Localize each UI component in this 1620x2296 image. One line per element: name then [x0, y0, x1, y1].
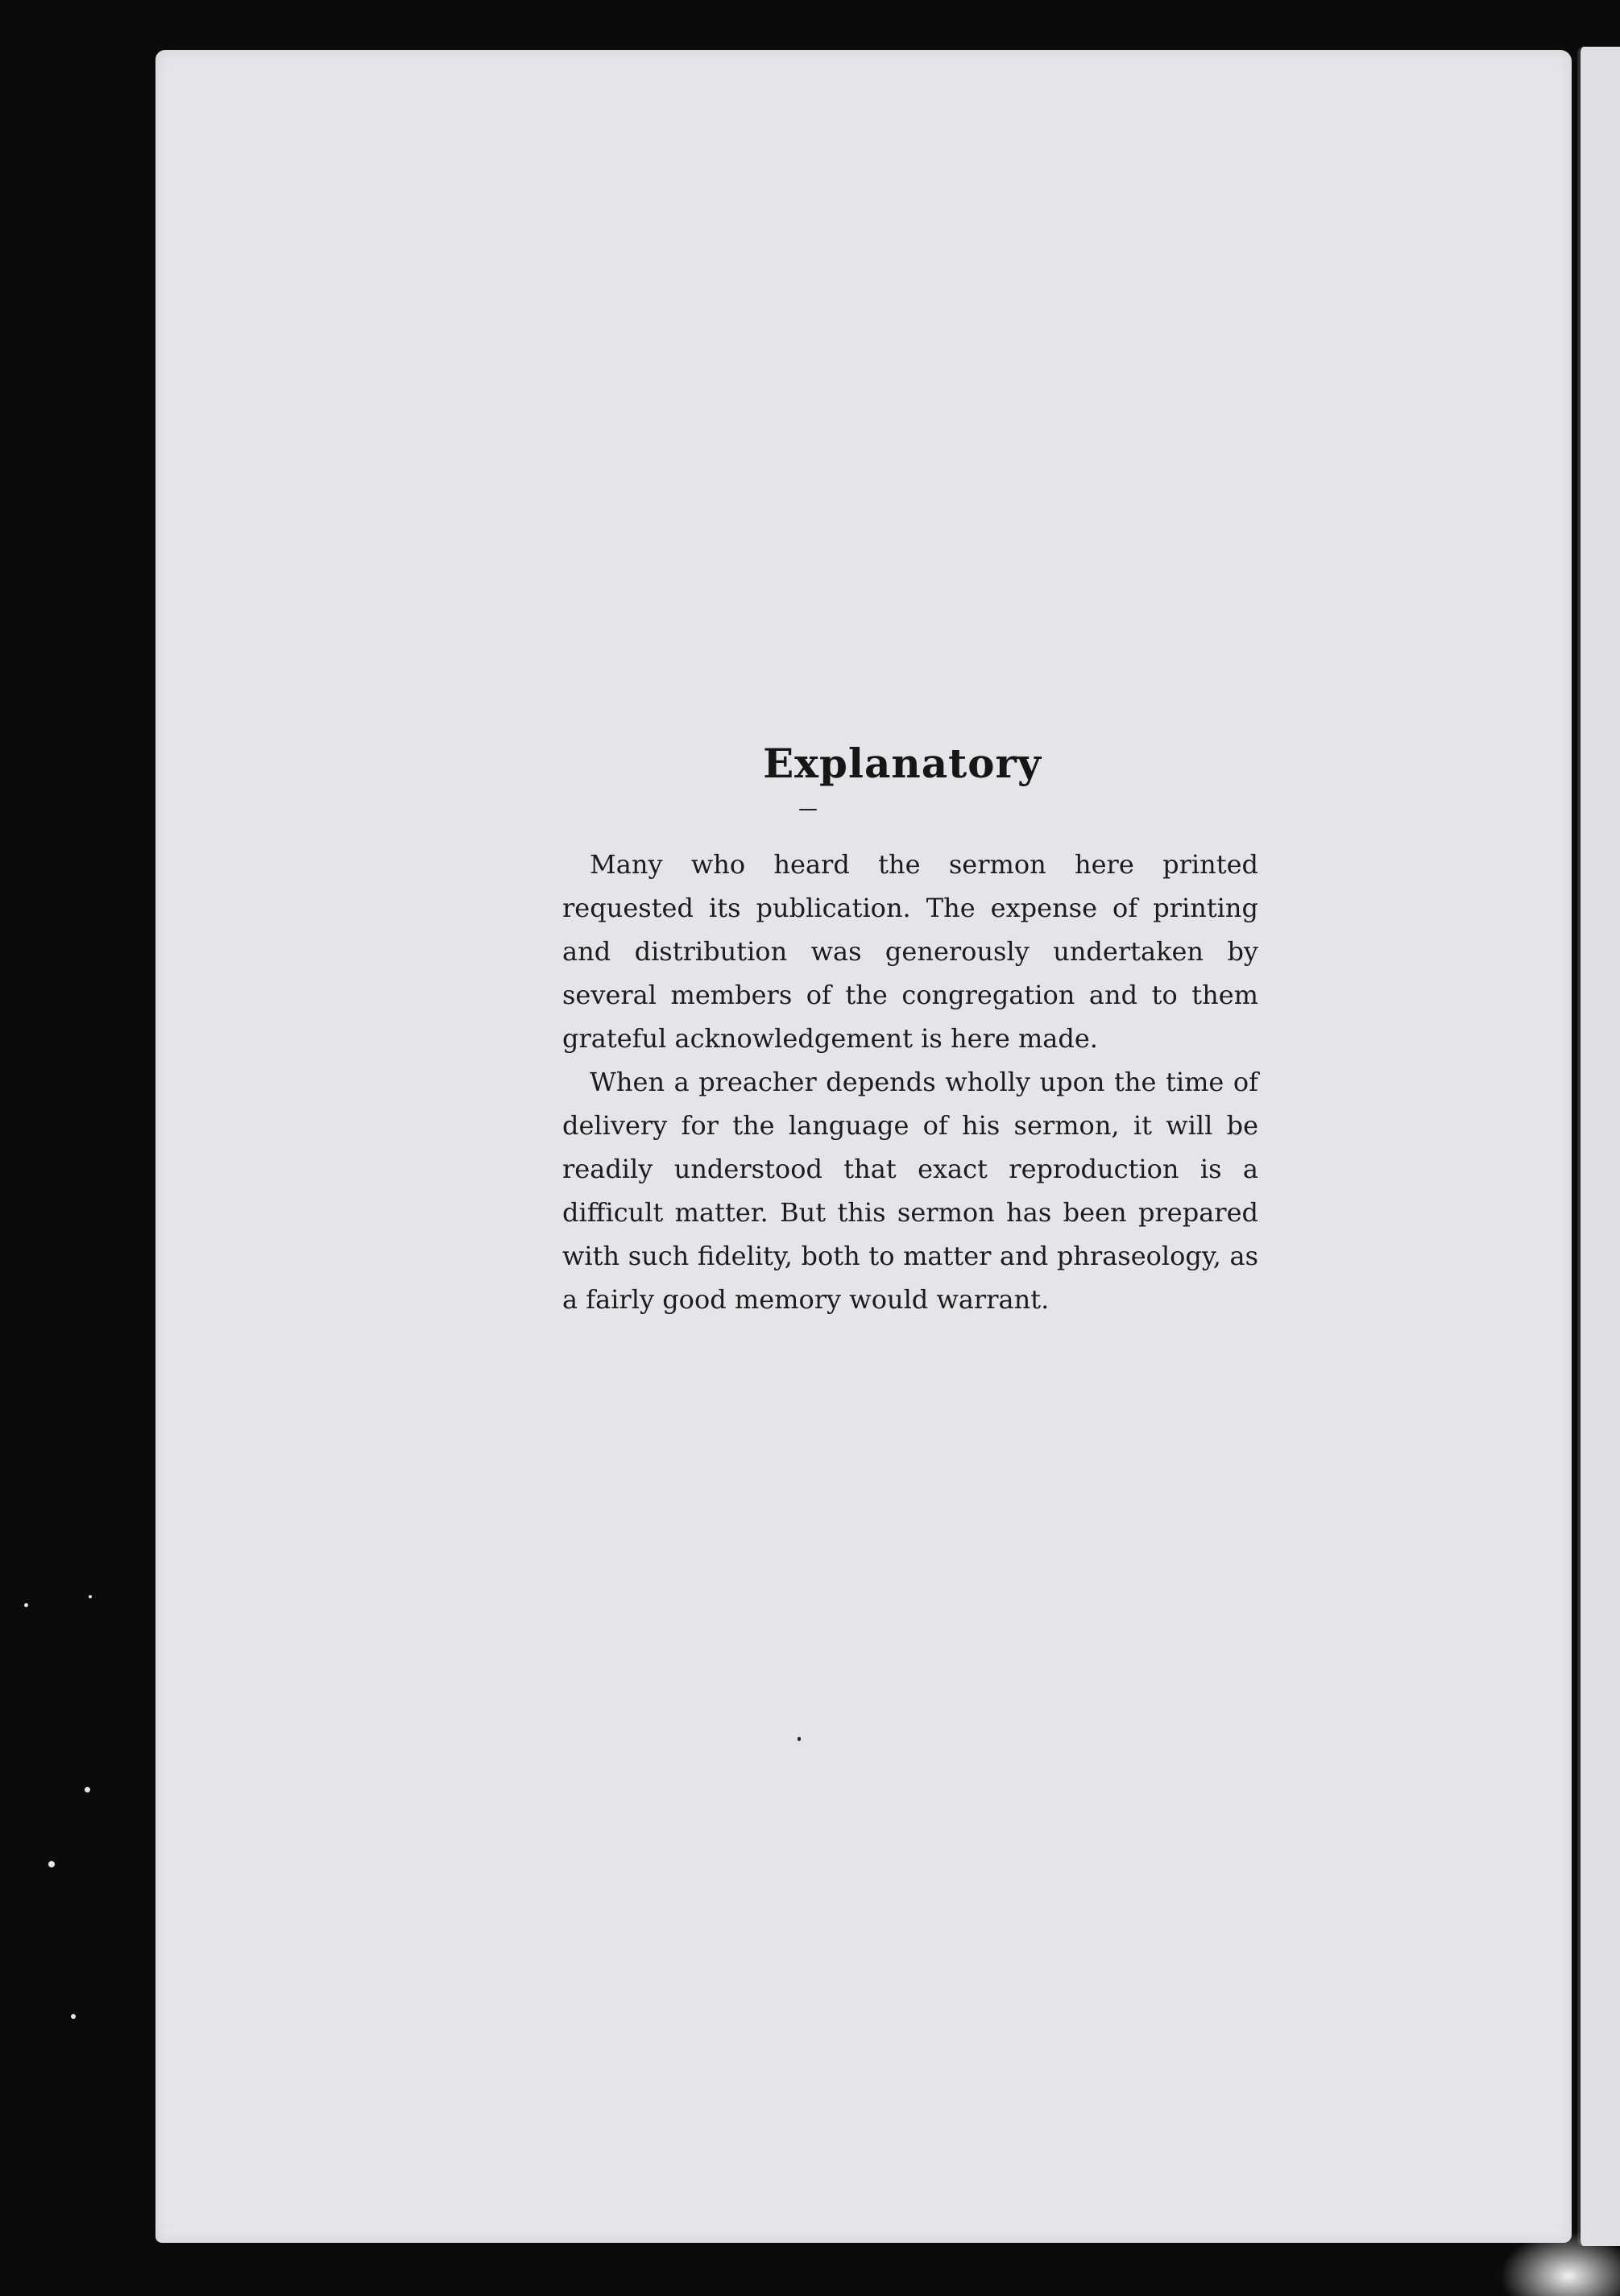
- light-glare: [1500, 2232, 1620, 2296]
- body-text: [562, 843, 1258, 1321]
- page-heading: Explanatory: [763, 740, 1042, 787]
- dust-speck: [85, 1787, 90, 1792]
- dust-speck: [71, 2014, 76, 2019]
- ink-dot: [799, 809, 817, 810]
- adjacent-page-edge: [1577, 47, 1620, 2246]
- dust-speck: [24, 1603, 28, 1607]
- ink-dot: [798, 1737, 801, 1741]
- paragraph-1: Many who heard the sermon here printed requested its publication. The expense of printing and distribution was generously undertaken by several members of the congregation and to them grateful acknowledgement is here made.: [562, 849, 1258, 1054]
- dust-speck: [48, 1861, 55, 1867]
- paragraph-2: When a preacher depends wholly upon the time of delivery for the language of his sermon, it will be readily understood that exact reproduction is a difficult matter. But this sermon has been prepared with such fidelity, both to matter and phraseology, as a fairly good memory would warrant.: [562, 1067, 1258, 1315]
- dust-speck: [89, 1595, 92, 1598]
